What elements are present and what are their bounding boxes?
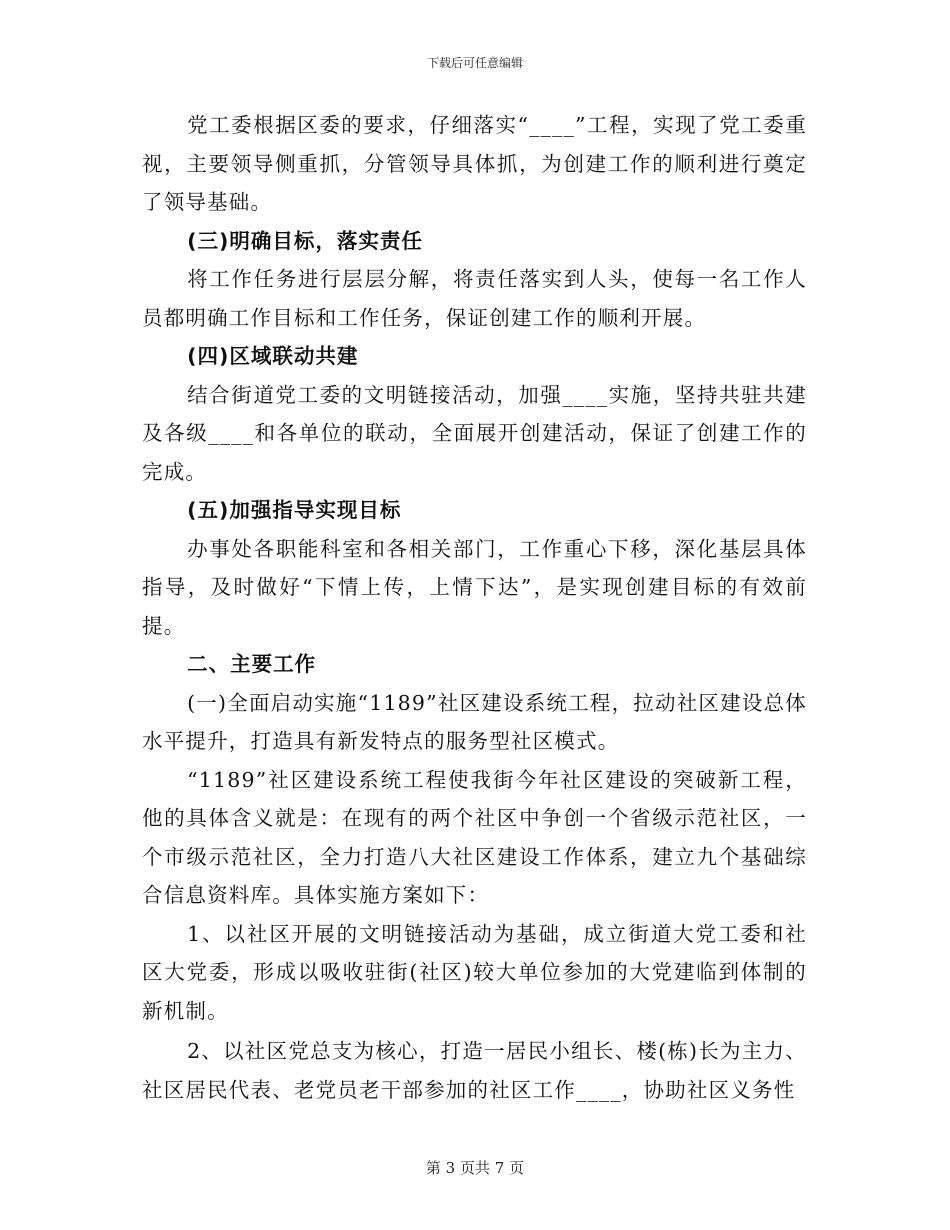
paragraph-civilization-link: 结合街道党工委的文明链接活动，加强____实施，坚持共驻共建及各级____和各单位的联动，全面展开创建活动，保证了创建工作的完成。: [142, 382, 807, 484]
heading-strengthen-guidance: (五)加强指导实现目标: [187, 498, 402, 522]
paragraph-leadership: 党工委根据区委的要求，仔细落实“____”工程，实现了党工委重视，主要领导侧重抓，分管领导具体抓，为创建工作的顺利进行奠定了领导基础。: [142, 113, 807, 214]
heading-regional-linkage: (四)区域联动共建: [187, 344, 359, 368]
paragraph-item-1: 1、以社区开展的文明链接活动为基础，成立街道大党工委和社区大党委，形成以吸收驻街(社区)较大单位参加的大党建临到体制的新机制。: [142, 921, 807, 1023]
page-header: 下载后可任意编辑: [426, 56, 523, 70]
paragraph-item-2: 2、以社区党总支为核心，打造一居民小组长、楼(栋)长为主力、社区居民代表、老党员老干部参加的社区工作____，协助社区义务性: [142, 1039, 807, 1102]
heading-clear-goals: (三)明确目标，落实责任: [187, 228, 423, 253]
paragraph-office-departments: 办事处各职能科室和各相关部门，工作重心下移，深化基层具体指导，及时做好“下情上传，上情下达”，是实现创建目标的有效前提。: [142, 536, 807, 638]
page-footer: 第 3 页共 7 页: [425, 1159, 525, 1177]
paragraph-1189-meaning: “1189”社区建设系统工程使我街今年社区建设的突破新工程，他的具体含义就是：在现有的两个社区中争创一个省级示范社区，一个市级示范社区，全力打造八大社区建设工作体系，建立九个基础综合信息资料库。具体实施方案如下：: [142, 767, 807, 907]
paragraph-task-breakdown: 将工作任务进行层层分解，将责任落实到人头，使每一名工作人员都明确工作目标和工作任务，保证创建工作的顺利开展。: [142, 267, 807, 330]
paragraph-1189-launch: (一)全面启动实施“1189”社区建设系统工程，拉动社区建设总体水平提升，打造具有新发特点的服务型社区模式。: [142, 690, 807, 753]
document-body: [142, 106, 807, 1109]
heading-main-work: 二、主要工作: [187, 652, 317, 676]
